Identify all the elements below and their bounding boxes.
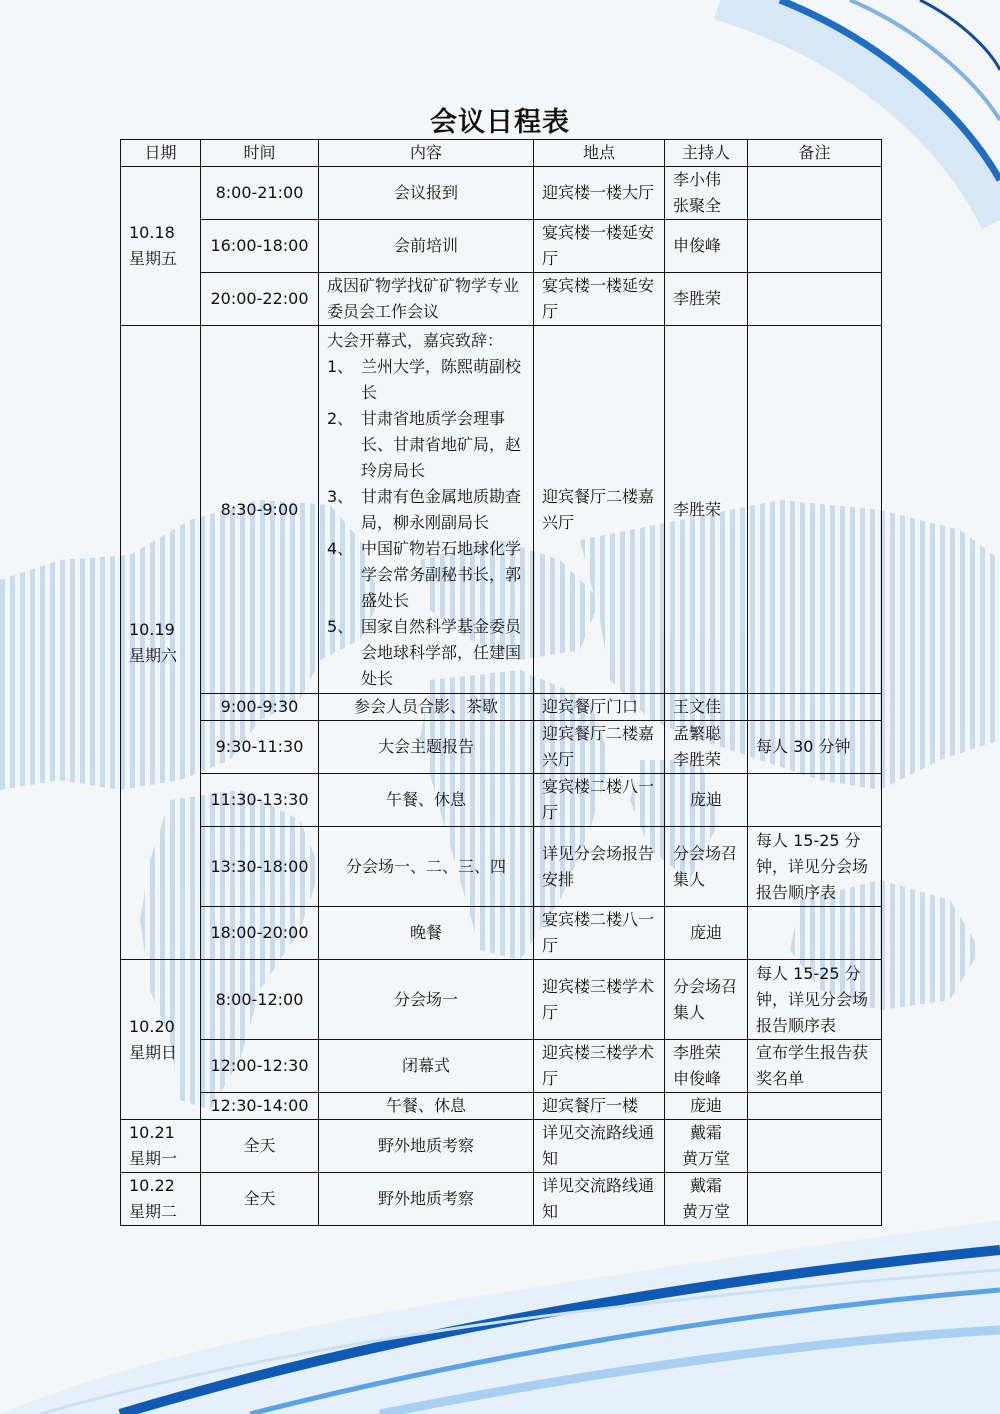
table-row: [121, 1173, 882, 1226]
speaker-text: 甘肃有色金属地质勘查局，柳永刚副局长: [361, 486, 522, 532]
time-cell: 全天: [201, 1173, 319, 1226]
time-cell: 8:30-9:00: [201, 326, 319, 694]
time-cell: 16:00-18:00: [201, 220, 319, 273]
host-name: 张聚全: [673, 196, 722, 215]
list-number: 4、: [327, 538, 354, 558]
time-cell: 9:30-11:30: [201, 721, 319, 774]
time-cell: 8:00-12:00: [201, 960, 319, 1040]
table-row: [121, 774, 882, 827]
weekday-text: 星期六: [129, 645, 178, 665]
note-cell: [748, 220, 882, 273]
host-cell: 申俊峰: [665, 220, 748, 273]
host-cell: [665, 1040, 748, 1093]
location-cell: 详见交流路线通知: [534, 1120, 665, 1173]
note-cell: [748, 273, 882, 326]
note-cell: [748, 1120, 882, 1173]
table-row: [121, 827, 882, 907]
table-row: [121, 167, 882, 220]
content-cell: [319, 326, 534, 694]
host-name: 孟繁聪: [673, 724, 722, 743]
list-item: [327, 484, 525, 536]
header-date: 日期: [121, 140, 201, 167]
list-item: [327, 406, 525, 484]
schedule-table: [120, 139, 882, 1226]
host-name: 黄万堂: [681, 1149, 730, 1168]
location-cell: 宴宾楼二楼八一厅: [534, 907, 665, 960]
host-cell: [665, 167, 748, 220]
location-cell: 迎宾楼三楼学术厅: [534, 1040, 665, 1093]
time-cell: 20:00-22:00: [201, 273, 319, 326]
host-cell: [665, 721, 748, 774]
weekday-text: 星期五: [129, 249, 178, 268]
note-cell: [748, 694, 882, 721]
time-cell: 18:00-20:00: [201, 907, 319, 960]
speaker-text: 中国矿物岩石地球化学学会常务副秘书长，郭盛处长: [361, 538, 522, 610]
list-item: [327, 536, 525, 614]
header-time: 时间: [201, 140, 319, 167]
header-note: 备注: [748, 140, 882, 167]
table-row: [121, 1040, 882, 1093]
table-row: [121, 694, 882, 721]
list-item: [327, 614, 525, 692]
speaker-list: [327, 354, 525, 692]
host-cell: 王文佳: [665, 694, 748, 721]
list-number: 2、: [327, 408, 354, 428]
content-cell: 分会场一、二、三、四: [319, 827, 534, 907]
table-row: [121, 721, 882, 774]
location-cell: 迎宾餐厅门口: [534, 694, 665, 721]
host-cell: 庞迪: [665, 774, 748, 827]
note-cell: 每人 30 分钟: [748, 721, 882, 774]
speaker-text: 甘肃省地质学会理事长、甘肃省地矿局，赵玲房局长: [361, 408, 522, 480]
note-cell: 每人 15-25 分钟，详见分会场报告顺序表: [748, 960, 882, 1040]
note-cell: 每人 15-25 分钟，详见分会场报告顺序表: [748, 827, 882, 907]
date-text: 10.21: [129, 1123, 175, 1142]
location-cell: 宴宾楼一楼延安厅: [534, 220, 665, 273]
content-cell: 午餐、休息: [319, 1093, 534, 1120]
date-cell: [121, 167, 201, 326]
table-row: [121, 960, 882, 1040]
note-cell: [748, 907, 882, 960]
time-cell: 11:30-13:30: [201, 774, 319, 827]
list-number: 5、: [327, 616, 354, 636]
date-cell: [121, 1173, 201, 1226]
content-cell: 参会人员合影、茶歇: [319, 694, 534, 721]
opening-ceremony-intro: 大会开幕式，嘉宾致辞：: [327, 330, 504, 350]
table-row: [121, 907, 882, 960]
host-cell: 庞迪: [665, 907, 748, 960]
content-cell: 分会场一: [319, 960, 534, 1040]
host-cell: 庞迪: [665, 1093, 748, 1120]
weekday-text: 星期一: [129, 1149, 178, 1168]
header-content: 内容: [319, 140, 534, 167]
table-row: [121, 326, 882, 694]
list-number: 1、: [327, 356, 354, 376]
weekday-text: 星期日: [129, 1042, 178, 1062]
host-cell: 分会场召集人: [665, 827, 748, 907]
date-cell: [121, 1120, 201, 1173]
location-cell: 迎宾餐厅二楼嘉兴厅: [534, 721, 665, 774]
host-name: 李胜荣: [673, 1043, 722, 1062]
time-cell: 全天: [201, 1120, 319, 1173]
note-cell: [748, 774, 882, 827]
time-cell: 9:00-9:30: [201, 694, 319, 721]
location-cell: 详见交流路线通知: [534, 1173, 665, 1226]
content-cell: 野外地质考察: [319, 1120, 534, 1173]
note-cell: [748, 167, 882, 220]
table-row: [121, 1120, 882, 1173]
list-item: [327, 354, 525, 406]
host-name: 戴霜: [689, 1123, 722, 1142]
content-cell: 成因矿物学找矿矿物学专业委员会工作会议: [319, 273, 534, 326]
page-title: 会议日程表: [430, 107, 570, 138]
note-cell: [748, 326, 882, 694]
host-cell: 李胜荣: [665, 273, 748, 326]
note-cell: [748, 1093, 882, 1120]
date-text: 10.18: [129, 223, 175, 242]
host-name: 戴霜: [689, 1176, 722, 1195]
time-cell: 12:00-12:30: [201, 1040, 319, 1093]
content-cell: 闭幕式: [319, 1040, 534, 1093]
time-cell: 12:30-14:00: [201, 1093, 319, 1120]
header-location: 地点: [534, 140, 665, 167]
content-cell: 会议报到: [319, 167, 534, 220]
date-cell: [121, 960, 201, 1120]
note-cell: 宣布学生报告获奖名单: [748, 1040, 882, 1093]
content-cell: 野外地质考察: [319, 1173, 534, 1226]
table-row: [121, 1093, 882, 1120]
location-cell: 迎宾餐厅二楼嘉兴厅: [534, 326, 665, 694]
host-name: 李小伟: [673, 170, 722, 189]
host-cell: 李胜荣: [665, 326, 748, 694]
host-name: 申俊峰: [673, 1069, 722, 1088]
note-cell: [748, 1173, 882, 1226]
location-cell: 详见分会场报告安排: [534, 827, 665, 907]
host-cell: [665, 1173, 748, 1226]
date-text: 10.20: [129, 1016, 175, 1036]
date-text: 10.22: [129, 1176, 175, 1195]
location-cell: 迎宾楼三楼学术厅: [534, 960, 665, 1040]
host-cell: 分会场召集人: [665, 960, 748, 1040]
location-cell: 迎宾餐厅一楼: [534, 1093, 665, 1120]
location-cell: 宴宾楼一楼延安厅: [534, 273, 665, 326]
content-cell: 大会主题报告: [319, 721, 534, 774]
host-name: 黄万堂: [681, 1202, 730, 1221]
table-header-row: [121, 140, 882, 167]
date-cell: [121, 326, 201, 960]
list-number: 3、: [327, 486, 354, 506]
bottom-swoosh: [0, 1220, 1000, 1414]
date-text: 10.19: [129, 619, 175, 639]
content-cell: 会前培训: [319, 220, 534, 273]
speaker-text: 国家自然科学基金委员会地球科学部，任建国处长: [361, 616, 522, 688]
table-row: [121, 220, 882, 273]
location-cell: 宴宾楼二楼八一厅: [534, 774, 665, 827]
speaker-text: 兰州大学，陈熙萌副校长: [361, 356, 522, 402]
time-cell: 13:30-18:00: [201, 827, 319, 907]
header-host: 主持人: [665, 140, 748, 167]
weekday-text: 星期二: [129, 1202, 178, 1221]
location-cell: 迎宾楼一楼大厅: [534, 167, 665, 220]
content-cell: 午餐、休息: [319, 774, 534, 827]
content-cell: 晚餐: [319, 907, 534, 960]
host-name: 李胜荣: [673, 750, 722, 769]
host-cell: [665, 1120, 748, 1173]
table-row: [121, 273, 882, 326]
time-cell: 8:00-21:00: [201, 167, 319, 220]
